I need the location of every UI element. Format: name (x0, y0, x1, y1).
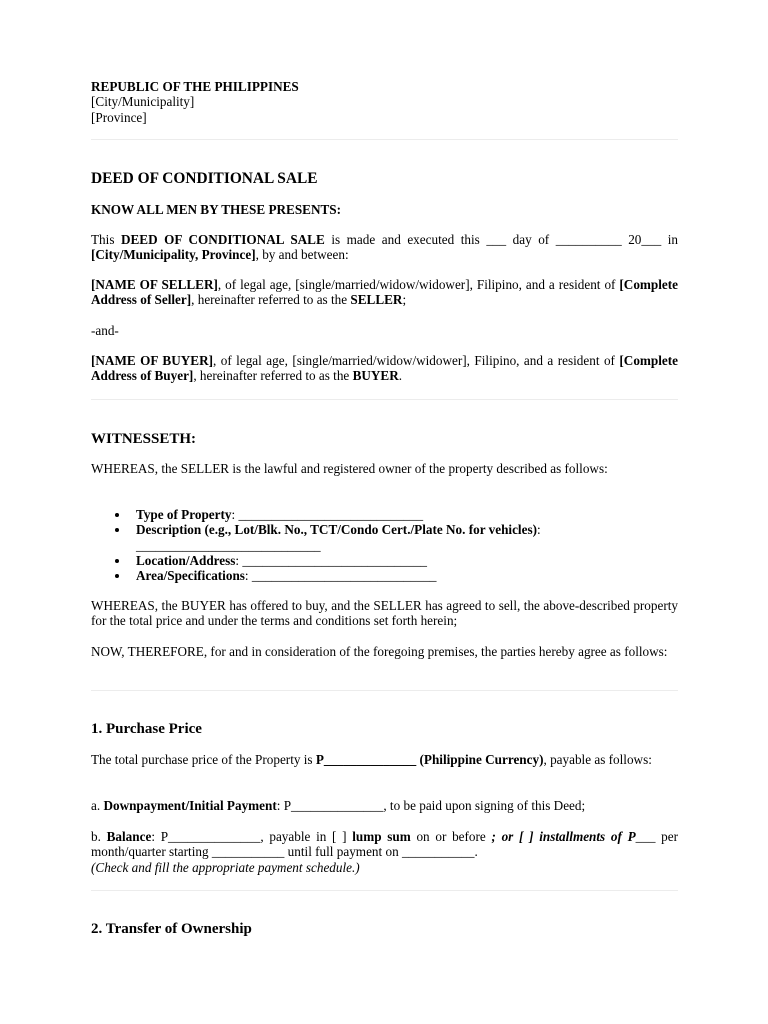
and-separator: -and- (91, 323, 119, 338)
property-area-item: Area/Specifications: ____________________________ (91, 568, 678, 583)
know-all-heading: KNOW ALL MEN BY THESE PRESENTS: (91, 202, 342, 217)
intro-paragraph: This DEED OF CONDITIONAL SALE is made and executed this ___ day of __________ 20___ in [City/Municipality, Province], by and between: (91, 232, 678, 263)
property-type-item: Type of Property: ____________________________ (91, 507, 678, 522)
property-list (91, 507, 678, 583)
now-therefore-paragraph: NOW, THEREFORE, for and in consideration of the foregoing premises, the parties hereby agree as follows: (91, 644, 668, 659)
header-city: [City/Municipality] (91, 94, 195, 110)
whereas-owner-paragraph: WHEREAS, the SELLER is the lawful and registered owner of the property described as follows: (91, 461, 608, 476)
section-transfer-ownership-heading: 2. Transfer of Ownership (91, 921, 252, 937)
divider (91, 690, 678, 691)
payment-schedule-note: (Check and fill the appropriate payment schedule.) (91, 859, 360, 875)
whereas-buyer-paragraph: WHEREAS, the BUYER has offered to buy, and the SELLER has agreed to sell, the above-described property for the total price and under the terms and conditions set forth herein; (91, 598, 678, 629)
document-title: DEED OF CONDITIONAL SALE (91, 170, 318, 187)
divider (91, 139, 678, 140)
document-header (91, 79, 299, 125)
header-province: [Province] (91, 109, 147, 125)
property-location-item: Location/Address: ____________________________ (91, 553, 678, 568)
seller-paragraph: [NAME OF SELLER], of legal age, [single/married/widow/widower], Filipino, and a resident of [Complete Address of Seller], hereinafter referred to as the SELLER; (91, 277, 678, 308)
divider (91, 399, 678, 400)
purchase-price-paragraph: The total purchase price of the Property is P______________ (Philippine Currency), payable as follows: (91, 752, 652, 767)
header-country: REPUBLIC OF THE PHILIPPINES (91, 79, 299, 94)
property-description-item: Description (e.g., Lot/Blk. No., TCT/Condo Cert./Plate No. for vehicles): ____________________________ (91, 522, 678, 553)
buyer-paragraph: [NAME OF BUYER], of legal age, [single/married/widow/widower], Filipino, and a resident of [Complete Address of Buyer], hereinafter referred to as the BUYER. (91, 353, 678, 384)
divider (91, 890, 678, 891)
downpayment-paragraph: a. Downpayment/Initial Payment: P______________, to be paid upon signing of this Deed; (91, 798, 586, 813)
section-purchase-price-heading: 1. Purchase Price (91, 721, 202, 737)
witnesseth-heading: WITNESSETH: (91, 431, 197, 447)
balance-paragraph: b. Balance: P______________, payable in [ ] lump sum on or before ; or [ ] installments of P___ per month/quarter starting ___________ until full payment on ___________. (Check and fill the appropriate payment schedule.) (91, 829, 678, 875)
